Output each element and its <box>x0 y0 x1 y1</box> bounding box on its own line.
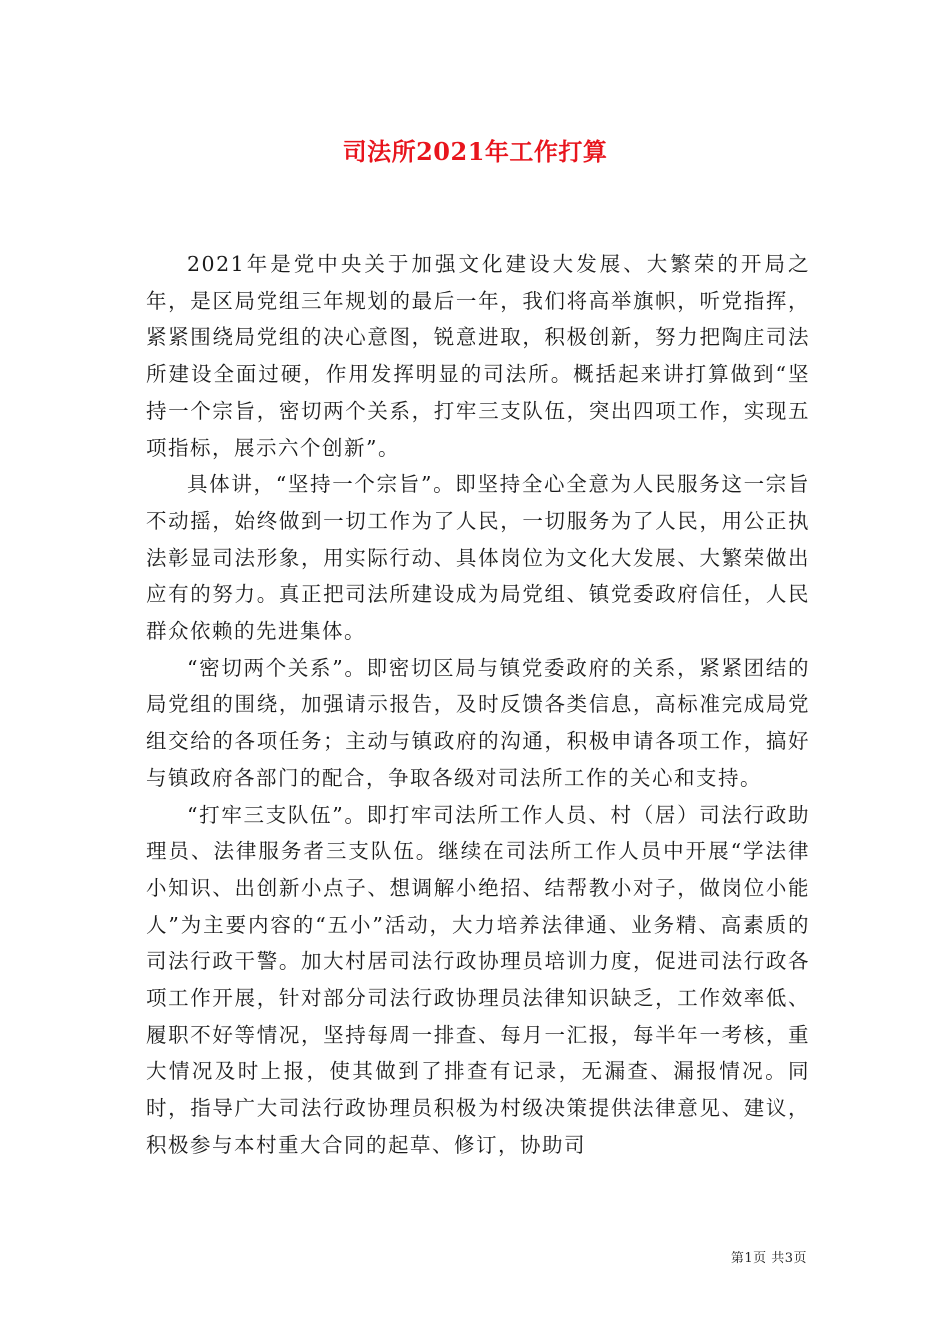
paragraph-2: 具体讲，“坚持一个宗旨”。即坚持全心全意为人民服务这一宗旨不动摇，始终做到一切工作为了人民，一切服务为了人民，用公正执法彰显司法形象，用实际行动、具体岗位为文化大发展、大繁荣做出应有的努力。真正把司法所建设成为局党组、镇党委政府信任，人民群众依赖的先进集体。 <box>146 472 810 644</box>
paragraph-4: “打牢三支队伍”。即打牢司法所工作人员、村（居）司法行政助理员、法律服务者三支队伍。继续在司法所工作人员中开展“学法律小知识、出创新小点子、想调解小绝招、结帮教小对子，做岗位小能人”为主要内容的“五小”活动，大力培养法律通、业务精、高素质的司法行政干警。加大村居司法行政协理员培训力度，促进司法行政各项工作开展，针对部分司法行政协理员法律知识缺乏，工作效率低、履职不好等情况，坚持每周一排查、每月一汇报，每半年一考核，重大情况及时上报，使其做到了排查有记录，无漏查、漏报情况。同时，指导广大司法行政协理员积极为村级决策提供法律意见、建议，积极参与本村重大合同的起草、修订，协助司 <box>146 802 810 1157</box>
document-body <box>146 246 810 1164</box>
paragraph-3: “密切两个关系”。即密切区局与镇党委政府的关系，紧紧团结的局党组的围绕，加强请示报告，及时反馈各类信息，高标准完成局党组交给的各项任务；主动与镇政府的沟通，积极申请各项工作，搞好与镇政府各部门的配合，争取各级对司法所工作的关心和支持。 <box>146 655 810 790</box>
document-title: 司法所2021年工作打算 <box>342 137 608 166</box>
page-number-footer: 第1页 共3页 <box>730 1251 807 1266</box>
paragraph-1: 2021年是党中央关于加强文化建设大发展、大繁荣的开局之年，是区局党组三年规划的最后一年，我们将高举旗帜，听党指挥，紧紧围绕局党组的决心意图，锐意进取，积极创新，努力把陶庄司法所建设全面过硬，作用发挥明显的司法所。概括起来讲打算做到“坚持一个宗旨，密切两个关系，打牢三支队伍，突出四项工作，实现五项指标，展示六个创新”。 <box>146 252 810 460</box>
